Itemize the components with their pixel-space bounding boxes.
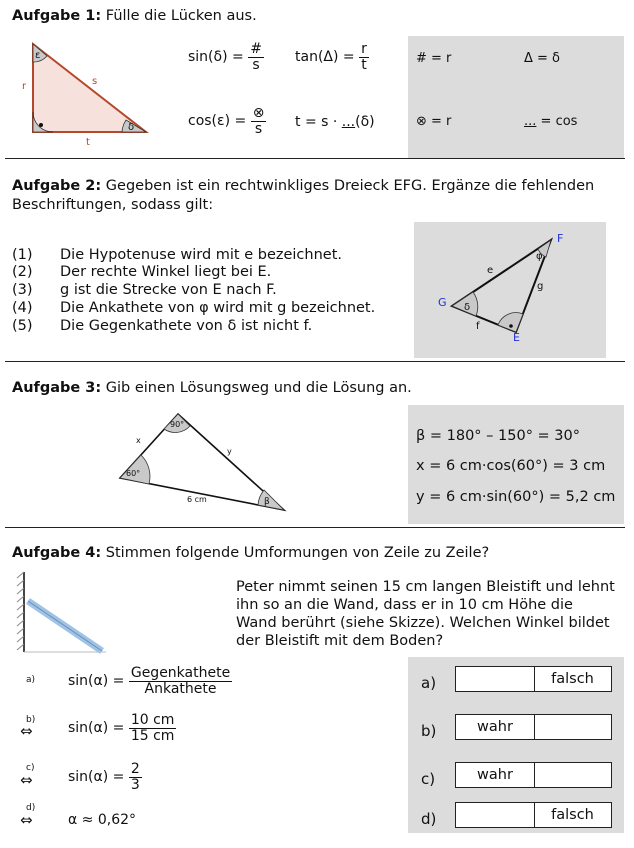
task2-item: (5) Die Gegenkathete von δ ist nicht f.: [12, 318, 313, 334]
task4-answer-d-label: d): [421, 810, 437, 828]
task3-solution-2: x = 6 cm·cos(60°) = 3 cm: [416, 458, 606, 474]
task2-E-label: E: [513, 331, 520, 344]
divider-1: [5, 158, 625, 159]
task4-answer-c-box: [455, 762, 612, 788]
task4-row-a-tag: a): [26, 675, 36, 685]
task4-answer-b-label: b): [421, 722, 437, 740]
task1-r-label: r: [22, 81, 27, 92]
task4-answer-b-box: [455, 714, 612, 740]
task3-x-label: x: [136, 436, 141, 445]
task2-F-label: F: [557, 232, 564, 245]
task4-row-b-equiv: ⇔: [20, 722, 33, 740]
task4-answer-b-wahr[interactable]: wahr: [456, 715, 535, 739]
task2-label: Aufgabe 2:: [12, 178, 102, 194]
task1-f1-den: s: [252, 56, 260, 73]
task3-angle-beta: [258, 490, 284, 510]
task2-phi-label: φ: [536, 251, 543, 262]
task4-answer-a-falsch[interactable]: falsch: [551, 671, 594, 687]
task3-90-label: 90°: [170, 420, 185, 429]
task2-g-label: g: [537, 281, 544, 292]
task4-answer-a-label: a): [421, 674, 437, 692]
task2-delta-label: δ: [464, 302, 471, 313]
task4-answer-b-falsch[interactable]: [534, 715, 611, 739]
task4-text: Stimmen folgende Umformungen von Zeile zu Zeile?: [105, 545, 490, 561]
task1-formula-sin: sin(δ) = $\frac{\#}{s}$: [188, 41, 262, 73]
task1-answer-2: Δ = δ: [524, 51, 561, 66]
task2-e-label: e: [487, 265, 494, 276]
task4-heading: [12, 545, 489, 561]
task1-triangle: [33, 44, 146, 132]
task1-right-angle-dot: [39, 123, 43, 127]
task1-formula-t: t = s · ...(δ): [295, 114, 375, 130]
task3-solution-3: y = 6 cm·sin(60°) = 5,2 cm: [416, 489, 616, 505]
divider-3: [5, 527, 625, 528]
task4-answer-c-label: c): [421, 770, 436, 788]
task1-triangle-figure: [18, 36, 158, 148]
task1-answer-1: # = r: [416, 51, 452, 66]
task2-right-angle: [498, 313, 523, 332]
task1-f1-num: #: [250, 41, 262, 57]
task3-heading: [12, 380, 412, 396]
task2-heading: [12, 177, 612, 215]
task4-row-d-tag: d): [26, 803, 36, 813]
task1-eps-label: ε: [35, 50, 41, 61]
task2-triangle-figure: [414, 222, 606, 358]
task3-triangle-figure: [112, 404, 292, 516]
task3-text: Gib einen Lösungsweg und die Lösung an.: [105, 380, 412, 396]
task4-row-a-formula: sin(α) = $\frac{\text{Gegenkathete}}{\text{Ankathete}}$: [68, 665, 231, 697]
task3-6cm-label: 6 cm: [187, 495, 207, 504]
task4-answer-c-falsch[interactable]: [534, 763, 611, 787]
task4-answer-d-box: [455, 802, 612, 828]
task4-answer-d-falsch[interactable]: falsch: [551, 807, 594, 823]
task4-row-c-equiv: ⇔: [20, 771, 33, 789]
task3-beta-label: β: [264, 497, 270, 507]
task4-row-b-tag: b): [26, 715, 36, 725]
task3-y-label: y: [227, 447, 232, 456]
task2-f-label: f: [476, 321, 480, 332]
task4-row-c-formula: sin(α) = $\frac{2}{3}$: [68, 761, 140, 793]
task2-G-label: G: [438, 296, 447, 309]
task1-formula-tan: tan(Δ) = $\frac{r}{t}$: [295, 41, 367, 73]
task1-formula-cos: cos(ε) = $\frac{\otimes}{s}$: [188, 105, 265, 137]
task1-answer-4: ... = cos: [524, 114, 578, 129]
task1-label: Aufgabe 1:: [12, 8, 102, 24]
task4-row-d-equiv: ⇔: [20, 811, 33, 829]
task4-answer-a-wahr[interactable]: [456, 667, 535, 691]
task2-text: Gegeben ist ein rechtwinkliges Dreieck EFG. Ergänze die fehlenden Beschriftungen, sodass gilt:: [12, 178, 595, 213]
task3-label: Aufgabe 3:: [12, 380, 102, 396]
task4-answer-d-wahr[interactable]: [456, 803, 535, 827]
task4-answer-a-box: [455, 666, 612, 692]
task2-item: (2) Der rechte Winkel liegt bei E.: [12, 264, 272, 280]
task4-pencil-sketch: [14, 568, 110, 658]
task1-t-label: t: [86, 137, 90, 148]
divider-2: [5, 361, 625, 362]
task1-s-label: s: [92, 76, 98, 87]
task3-60-label: 60°: [126, 469, 141, 478]
task3-solution-1: β = 180° – 150° = 30°: [416, 428, 581, 444]
task1-text: Fülle die Lücken aus.: [105, 8, 257, 24]
task4-label: Aufgabe 4:: [12, 545, 102, 561]
task4-answer-c-wahr[interactable]: wahr: [456, 763, 535, 787]
task4-row-d-formula: α ≈ 0,62°: [68, 812, 137, 828]
task1-delta-label: δ: [128, 122, 135, 133]
task2-item: (4) Die Ankathete von φ wird mit g bezeichnet.: [12, 300, 376, 316]
task4-row-c-tag: c): [26, 763, 35, 773]
task1-answer-3: ⊗ = r: [416, 114, 452, 129]
task1-heading: [12, 8, 257, 24]
task2-item: (1) Die Hypotenuse wird mit e bezeichnet.: [12, 247, 342, 263]
task4-story: Peter nimmt seinen 15 cm langen Bleistift und lehnt ihn so an die Wand, dass er in 10 cm Höhe die Wand berührt (siehe Skizze). Welchen Winkel bildet der Bleistift mit dem Boden?: [236, 579, 615, 649]
task2-right-angle-dot: [509, 324, 513, 328]
task4-row-b-formula: sin(α) = $\frac{10 cm}{15 cm}$: [68, 712, 175, 744]
task2-item: (3) g ist die Strecke von E nach F.: [12, 282, 277, 298]
